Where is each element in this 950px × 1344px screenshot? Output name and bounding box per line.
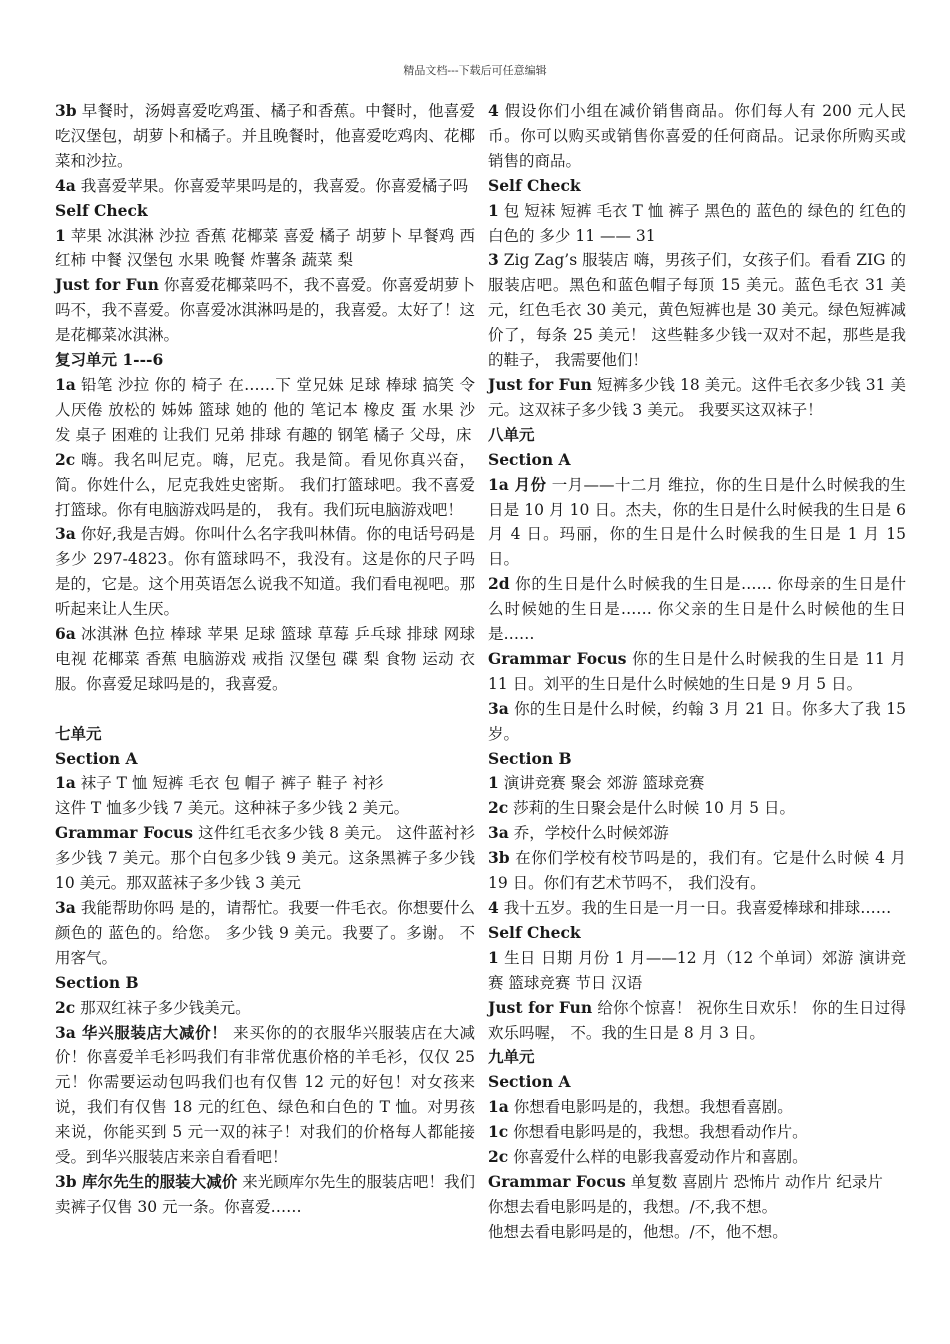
paragraph-heading: 1a — [55, 773, 76, 793]
paragraph-heading: 2d — [488, 574, 510, 594]
paragraph-text: 单复数 喜剧片 恐怖片 动作片 纪录片 — [625, 1172, 883, 1191]
paragraph-text: 假设你们小组在减价销售商品。你们每人有 200 元人民币。你可以购买或销售你喜爱的任何商品。记录你所购买或销售的商品。 — [488, 102, 906, 170]
paragraph — [55, 1021, 475, 1170]
paragraph-text: 铅笔 沙拉 你的 椅子 在……下 堂兄妹 足球 棒球 搞笑 令人厌倦 放松的 姊姊 篮球 她的 他的 笔记本 橡皮 蛋 水果 沙发 桌子 困难的 让我们 兄弟 排球 有趣的 钢笔 橘子 父母，床 — [55, 375, 475, 444]
paragraph — [488, 373, 906, 423]
paragraph — [488, 697, 906, 747]
paragraph-heading: 3a — [488, 698, 509, 718]
paragraph-text: 他想去看电影吗是的，他想。/不，他不想。 — [488, 1222, 788, 1241]
paragraph-heading: 1a — [488, 1097, 509, 1117]
paragraph — [488, 796, 906, 821]
paragraph-text: 你喜爱花椰菜吗不，我不喜爱。你喜爱胡萝卜吗不，我不喜爱。你喜爱冰淇淋吗是的，我喜爱。太好了！这是花椰菜冰淇淋。 — [55, 276, 475, 345]
paragraph-text: 我十五岁。我的生日是一月一日。我喜爱棒球和排球…… — [498, 899, 892, 917]
section-heading: Self Check — [488, 922, 581, 942]
paragraph-heading: 3a — [55, 524, 76, 544]
paragraph-text: 那双红袜子多少钱美元。 — [75, 998, 251, 1017]
paragraph-heading: Just for Fun — [488, 997, 593, 1017]
paragraph-heading: 1 — [488, 947, 499, 967]
paragraph — [55, 99, 475, 174]
paragraph-text: 你的生日是什么时候我的生日是…… 你母亲的生日是什么时候她的生日是…… 你父亲的生日是什么时候他的生日是…… — [488, 575, 906, 644]
paragraph-text: 你的生日是什么时候我的生日是 11 月 11 日。刘平的生日是什么时候她的生日是 9 月 5 日。 — [488, 649, 906, 693]
paragraph-heading: 3 — [488, 250, 499, 270]
paragraph-text: 我能帮助你吗 是的，请帮忙。我要一件毛衣。你想要什么颜色的 蓝色的。给您。 多少钱 9 美元。我要了。多谢。 不用客气。 — [55, 898, 475, 967]
paragraph-heading: 4a — [55, 175, 76, 195]
paragraph — [488, 248, 906, 373]
paragraph-text: 来光顾库尔先生的服装店吧！我们卖裤子仅售 30 元一条。你喜爱…… — [55, 1172, 475, 1216]
paragraph-heading: Just for Fun — [55, 275, 159, 295]
paragraph-heading: 1a — [55, 374, 76, 394]
paragraph-text: 在你们学校有校节吗是的，我们有。它是什么时候 4 月 19 日。你们有艺术节吗不， 我们没有。 — [488, 849, 906, 893]
paragraph — [488, 896, 906, 921]
paragraph — [488, 946, 906, 996]
paragraph-text: 演讲竞赛 聚会 郊游 篮球竞赛 — [498, 774, 705, 793]
paragraph-text: 我喜爱苹果。你喜爱苹果吗是的，我喜爱。你喜爱橘子吗 — [75, 176, 469, 195]
paragraph — [488, 1220, 906, 1245]
paragraph-text: 生日 日期 月份 1 月——12 月（12 个单词）郊游 演讲竞赛 篮球竞赛 节日 汉语 — [488, 948, 906, 992]
section-heading: Section B — [55, 972, 139, 992]
paragraph-text: 你想看电影吗是的，我想。我想看喜剧。 — [508, 1098, 793, 1117]
paragraph-heading: 3b — [488, 848, 510, 868]
paragraph — [55, 373, 475, 448]
paragraph-heading: 1a 月份 — [488, 474, 547, 494]
paragraph-heading: 4 — [488, 898, 499, 917]
paragraph — [488, 1170, 906, 1195]
paragraph-text: Zig Zag’s 服装店 嗨，男孩子们，女孩子们。看看 ZIG 的服装店吧。黑色和蓝色帽子每顶 15 美元。蓝色毛衣 31 美元，红色毛衣 30 美元，黄色短裤也是 30 美元。绿色短裤减价了，每条 25 美元！ 这些鞋多少钱一双对不起，那些是我的鞋子， 我需要他们！ — [488, 251, 906, 370]
paragraph-heading: 3a 华兴服装店大减价！ — [55, 1022, 228, 1042]
paragraph-heading: Grammar Focus — [488, 648, 627, 668]
paragraph-text: 苹果 冰淇淋 沙拉 香蕉 花椰菜 喜爱 橘子 胡萝卜 早餐鸡 西红柿 中餐 汉堡包 水果 晚餐 炸薯条 蔬菜 梨 — [55, 226, 475, 270]
paragraph — [55, 622, 475, 697]
paragraph — [55, 224, 475, 274]
paragraph-text: 包 短袜 短裤 毛衣 T 恤 裤子 黑色的 蓝色的 绿色的 红色的 白色的 多少 11 —— 31 — [488, 201, 906, 245]
paragraph — [488, 572, 906, 647]
paragraph-heading: 3a — [488, 823, 509, 843]
paragraph-heading: 6a — [55, 624, 76, 644]
blank-line — [55, 697, 475, 722]
paragraph — [488, 821, 906, 846]
paragraph-heading: 4 — [488, 101, 499, 120]
paragraph-heading: Grammar Focus — [55, 823, 194, 843]
paragraph — [488, 1120, 906, 1145]
paragraph-text: 你的生日是什么时候，约翰 3 月 21 日。你多大了我 15 岁。 — [488, 699, 906, 743]
paragraph-text: 短裤多少钱 18 美元。这件毛衣多少钱 31 美元。这双袜子多少钱 3 美元。 我要买这双袜子！ — [488, 375, 906, 419]
section-heading: Section A — [488, 1072, 571, 1092]
paragraph — [55, 522, 475, 622]
paragraph-text: 袜子 T 恤 短裤 毛衣 包 帽子 裤子 鞋子 衬衫 — [75, 774, 384, 793]
unit-heading: 七单元 — [55, 723, 102, 743]
section-heading: Section B — [488, 748, 572, 768]
paragraph — [488, 99, 906, 174]
section-heading: Self Check — [488, 175, 581, 195]
paragraph-text: 嗨。我名叫尼克。嗨，尼克。我是简。看见你真兴奋，简。你姓什么，尼克我姓史密斯。 我们打篮球吧。我不喜爱打篮球。你有电脑游戏吗是的， 我有。我们玩电脑游戏吧！ — [55, 450, 475, 519]
paragraph — [55, 273, 475, 348]
paragraph — [488, 771, 906, 796]
paragraph-text: 莎莉的生日聚会是什么时候 10 月 5 日。 — [508, 799, 795, 818]
paragraph — [488, 473, 906, 573]
paragraph — [488, 647, 906, 697]
paragraph-text: 乔，学校什么时候郊游 — [508, 824, 669, 843]
paragraph — [488, 1195, 906, 1220]
paragraph-text: 给你个惊喜！ 祝你生日欢乐！ 你的生日过得欢乐吗喔， 不。我的生日是 8 月 3 日。 — [488, 998, 906, 1042]
paragraph-heading: 2c — [55, 997, 76, 1017]
section-heading: Section A — [488, 449, 571, 469]
paragraph — [55, 771, 475, 796]
paragraph-text: 你喜爱什么样的电影我喜爱动作片和喜剧。 — [508, 1148, 808, 1167]
paragraph — [488, 1145, 906, 1170]
unit-heading: 八单元 — [488, 424, 535, 444]
paragraph — [55, 796, 475, 821]
paragraph-heading: 1 — [488, 773, 499, 793]
paragraph-text: 你想看电影吗是的，我想。我想看动作片。 — [508, 1123, 808, 1142]
section-heading: Self Check — [55, 200, 148, 220]
paragraph — [55, 1170, 475, 1220]
section-heading: 复习单元 1---6 — [55, 350, 164, 370]
left-column — [55, 99, 475, 1220]
paragraph — [55, 174, 475, 199]
paragraph-text: 早餐时，汤姆喜爱吃鸡蛋、橘子和香蕉。中餐时，他喜爱吃汉堡包，胡萝卜和橘子。并且晚餐时，他喜爱吃鸡肉、花椰菜和沙拉。 — [55, 102, 475, 170]
paragraph-heading: 3b — [55, 101, 77, 120]
right-column — [488, 99, 906, 1245]
paragraph — [55, 821, 475, 896]
section-heading: Section A — [55, 748, 138, 768]
paragraph-text: 来买你的的衣服华兴服装店在大减价！你喜爱羊毛衫吗我们有非常优惠价格的羊毛衫，仅仅 25 元！你需要运动包吗我们也有仅售 12 元的好包！对女孩来说，我们有仅售 18 元的红色、绿色和白色的 T 恤。对男孩来说，你能买到 5 元一双的袜子！对我们的价格每人都能接受。到华兴服装店来亲自看看吧！ — [55, 1023, 475, 1167]
paragraph — [488, 199, 906, 249]
paragraph-text: 你想去看电影吗是的，我想。/不,我不想。 — [488, 1197, 778, 1216]
paragraph-text: 这件 T 恤多少钱 7 美元。这种袜子多少钱 2 美元。 — [55, 799, 410, 818]
paragraph-heading: 2c — [488, 798, 509, 818]
paragraph-text: 一月——十二月 维拉，你的生日是什么时候我的生日是 10 月 10 日。杰夫，你的生日是什么时候我的生日是 6 月 4 日。玛丽，你的生日是什么时候我的生日是 1 月 15 日。 — [488, 475, 906, 569]
paragraph-heading: 2c — [488, 1147, 509, 1167]
paragraph-heading: 1 — [55, 225, 66, 245]
paragraph-heading: 1 — [488, 200, 499, 220]
paragraph — [488, 846, 906, 896]
paragraph-text: 冰淇淋 色拉 棒球 苹果 足球 篮球 草莓 乒乓球 排球 网球 电视 花椰菜 香蕉 电脑游戏 戒指 汉堡包 碟 梨 食物 运动 衣服。你喜爱足球吗是的，我喜爱。 — [55, 625, 475, 693]
paragraph — [55, 996, 475, 1021]
page-header: 精品文档---下载后可任意编辑 — [403, 64, 547, 77]
paragraph — [55, 896, 475, 971]
paragraph-heading: 3a — [55, 897, 76, 917]
paragraph — [488, 996, 906, 1046]
paragraph — [55, 448, 475, 523]
paragraph — [488, 1095, 906, 1120]
paragraph-heading: Grammar Focus — [488, 1171, 626, 1191]
paragraph-heading: 1c — [488, 1122, 509, 1142]
paragraph-text: 你好,我是吉姆。你叫什么名字我叫林倩。你的电话号码是多少 297-4823。你有篮球吗不，我没有。这是你的尺子吗是的，它是。这个用英语怎么说我不知道。我们看电视吧。那听起来让人生厌。 — [55, 525, 475, 619]
paragraph-text: 这件红毛衣多少钱 8 美元。 这件蓝衬衫多少钱 7 美元。那个白包多少钱 9 美元。这条黑裤子多少钱 10 美元。那双蓝袜子多少钱 3 美元 — [55, 824, 475, 893]
paragraph-heading: 2c — [55, 449, 76, 469]
paragraph-heading: Just for Fun — [488, 374, 592, 394]
paragraph-heading: 3b 库尔先生的服装大减价 — [55, 1171, 238, 1191]
unit-heading: 九单元 — [488, 1047, 535, 1067]
